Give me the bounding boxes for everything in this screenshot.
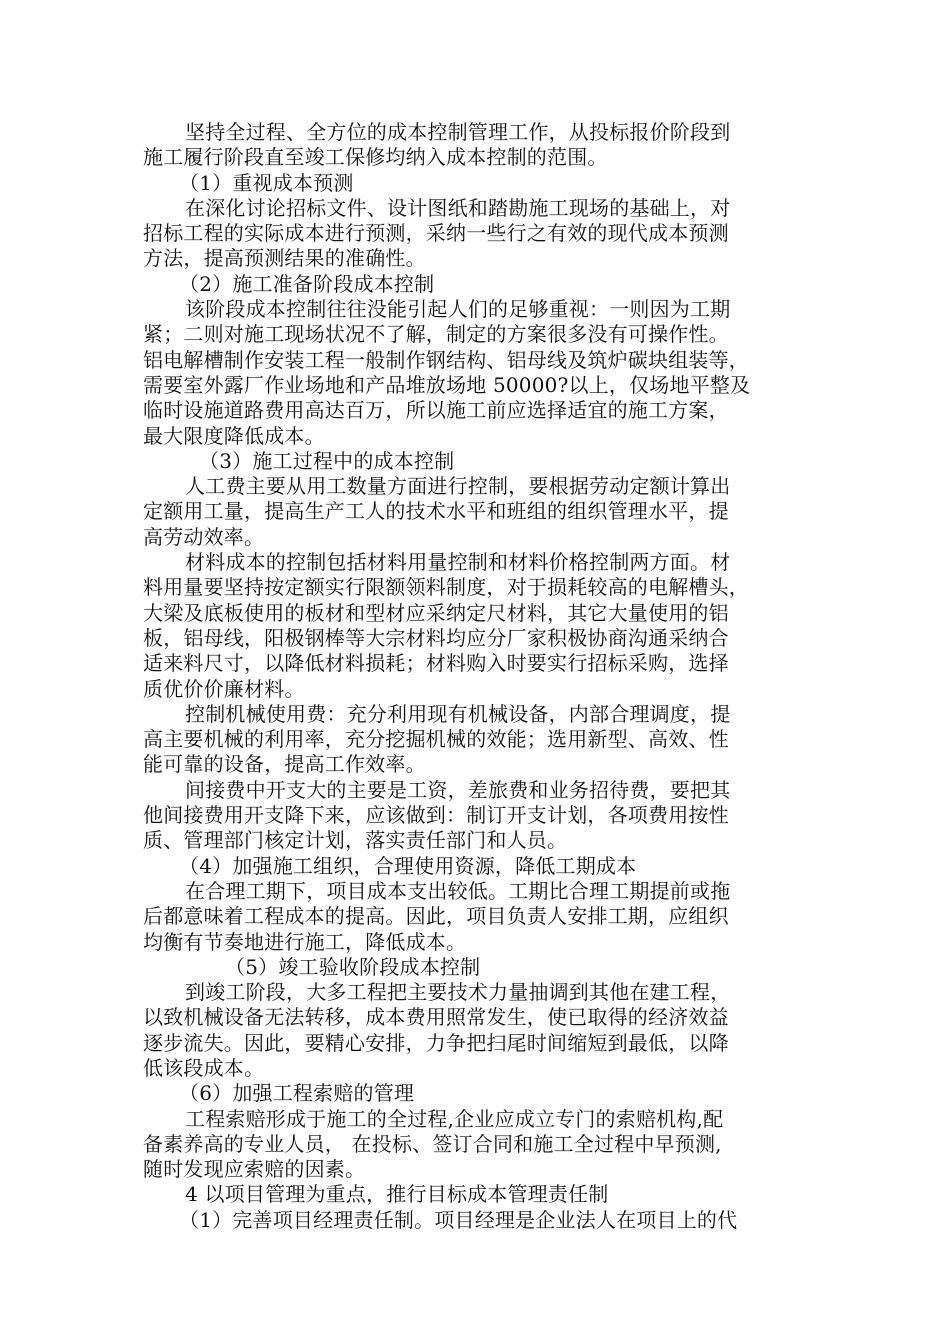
paragraph-line: 方法，提高预测结果的准确性。 (143, 246, 426, 271)
paragraph-line: 低该段成本。 (143, 1055, 265, 1080)
paragraph-line: 逐步流失。因此，要精心安排，力争把扫尾时间缩短到最低，以降 (143, 1030, 729, 1055)
paragraph-line: 坚持全过程、全方位的成本控制管理工作，从投标报价阶段到 (185, 120, 731, 144)
paragraph-line: 人工费主要从用工数量方面进行控制，要根据劳动定额计算出 (185, 474, 731, 499)
paragraph-line: 均衡有节奏地进行施工，降低成本。 (143, 929, 467, 954)
paragraph-line: 适来料尺寸，以降低材料损耗；材料购入时要实行招标采购，选择 (143, 651, 729, 676)
section-heading: （3）施工过程中的成本控制 (199, 448, 455, 473)
paragraph-line: 该阶段成本控制往往没能引起人们的足够重视：一则因为工期 (185, 297, 731, 322)
paragraph-line: 料用量要坚持按定额实行限额领料制度，对于损耗较高的电解槽头， (143, 575, 749, 600)
paragraph-line: 紧；二则对施工现场状况不了解，制定的方案很多没有可操作性。 (143, 322, 729, 347)
section-heading: （4）加强施工组织，合理使用资源，降低工期成本 (179, 853, 637, 878)
paragraph-line: 施工履行阶段直至竣工保修均纳入成本控制的范围。 (143, 145, 608, 170)
paragraph-line: 质、管理部门核定计划，落实责任部门和人员。 (143, 828, 568, 853)
paragraph-line: 随时发现应索赔的因素。 (143, 1157, 366, 1182)
paragraph-line: 铝电解槽制作安装工程一般制作钢结构、铝母线及筑炉碳块组装等， (143, 347, 749, 372)
paragraph-line: 在合理工期下，项目成本支出较低。工期比合理工期提前或拖 (185, 878, 731, 903)
paragraph-line: 控制机械使用费：充分利用现有机械设备，内部合理调度，提 (185, 701, 731, 726)
paragraph-line: 材料成本的控制包括材料用量控制和材料价格控制两方面。材 (185, 550, 731, 575)
paragraph-line: 间接费中开支大的主要是工资，差旅费和业务招待费，要把其 (185, 777, 731, 802)
section-heading: 4 以项目管理为重点，推行目标成本管理责任制 (185, 1182, 609, 1207)
paragraph-line: 大梁及底板使用的板材和型材应采纳定尺材料，其它大量使用的铝 (143, 600, 729, 625)
paragraph-line: 工程索赔形成于施工的全过程,企业应成立专门的索赔机构,配 (185, 1106, 724, 1131)
section-heading: （2）施工准备阶段成本控制 (179, 271, 435, 296)
paragraph-line: （1）完善项目经理责任制。项目经理是企业法人在项目上的代 (179, 1207, 738, 1232)
paragraph-line: 备素养高的专业人员， 在投标、签订合同和施工全过程中早预测, (143, 1131, 722, 1156)
section-heading: （1）重视成本预测 (179, 170, 354, 195)
paragraph-line: 他间接费用开支降下来，应该做到：制订开支计划，各项费用按性 (143, 803, 729, 828)
paragraph-line: 板，铝母线，阳极钢棒等大宗材料均应分厂家积极协商沟通采纳合 (143, 625, 729, 650)
paragraph-line: 质优价价廉材料。 (143, 676, 305, 701)
paragraph-line: 后都意味着工程成本的提高。因此，项目负责人安排工期，应组织 (143, 904, 729, 929)
paragraph-line: 最大限度降低成本。 (143, 423, 325, 448)
paragraph-line: 以致机械设备无法转移，成本费用照常发生，使已取得的经济效益 (143, 1005, 729, 1030)
section-heading: （6）加强工程索赔的管理 (179, 1081, 415, 1106)
paragraph-line: 临时设施道路费用高达百万，所以施工前应选择适宜的施工方案， (143, 398, 729, 423)
paragraph-line: 能可靠的设备，提高工作效率。 (143, 752, 426, 777)
paragraph-line: 定额用工量，提高生产工人的技术水平和班组的组织管理水平，提 (143, 499, 729, 524)
paragraph-line: 高主要机械的利用率，充分挖掘机械的效能；选用新型、高效、性 (143, 727, 729, 752)
paragraph-line: 到竣工阶段，大多工程把主要技术力量抽调到其他在建工程， (185, 980, 731, 1005)
paragraph-line: 高劳动效率。 (143, 524, 265, 549)
paragraph-line: 需要室外露厂作业场地和产品堆放场地 50000?以上，仅场地平整及 (143, 372, 751, 397)
paragraph-line: 在深化讨论招标文件、设计图纸和踏勘施工现场的基础上，对 (185, 195, 731, 220)
document-body (143, 120, 813, 1233)
paragraph-line: 招标工程的实际成本进行预测，采纳一些行之有效的现代成本预测 (143, 221, 729, 246)
section-heading: （5）竣工验收阶段成本控制 (225, 954, 481, 979)
